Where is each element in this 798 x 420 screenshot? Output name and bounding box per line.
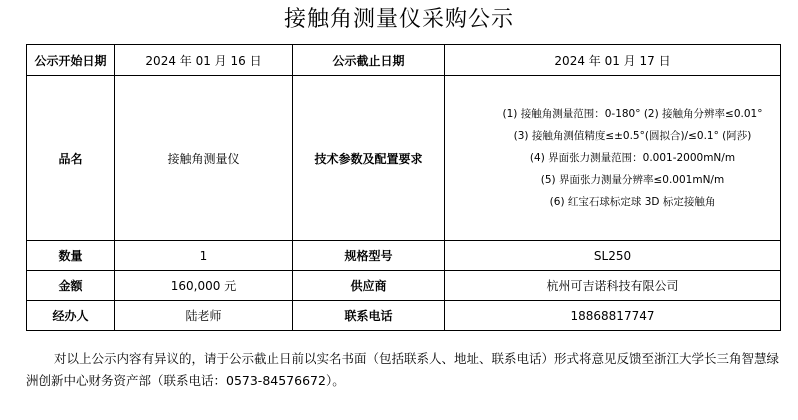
quantity-value: 1 [115,241,293,271]
table-row [27,241,781,271]
table-row [27,301,781,331]
spec-item: (1) 接触角测量范围：0-180° (2) 接触角分辨率≤0.01° [502,108,763,120]
spec-item: (5) 界面张力测量分辨率≤0.001mN/m [540,174,725,186]
quantity-label: 数量 [27,241,115,271]
table-row [27,45,781,76]
end-date-value: 2024 年 01 月 17 日 [445,45,781,76]
start-date-label: 公示开始日期 [27,45,115,76]
product-label: 品名 [27,76,115,241]
procurement-table [26,44,781,331]
product-value: 接触角测量仪 [115,76,293,241]
model-label: 规格型号 [293,241,445,271]
end-date-label: 公示截止日期 [293,45,445,76]
phone-label: 联系电话 [293,301,445,331]
amount-value: 160,000 元 [115,271,293,301]
specs-label: 技术参数及配置要求 [293,76,445,241]
handler-label: 经办人 [27,301,115,331]
amount-label: 金额 [27,271,115,301]
spec-item: (6) 红宝石球标定球 3D 标定接触角 [549,196,716,208]
spec-item: (3) 接触角测值精度≤±0.5°(圆拟合)/≤0.1° (阿莎) [513,130,752,142]
specs-list [485,105,780,211]
specs-cell [445,76,781,241]
start-date-value: 2024 年 01 月 16 日 [115,45,293,76]
objection-notice: 对以上公示内容有异议的，请于公示截止日前以实名书面（包括联系人、地址、联系电话）形式将意见反馈至浙江大学长三角智慧绿洲创新中心财务资产部（联系电话：0573-84576672）。 [26,351,780,388]
model-value: SL250 [445,241,781,271]
supplier-label: 供应商 [293,271,445,301]
handler-value: 陆老师 [115,301,293,331]
table-row [27,271,781,301]
spec-item: (4) 界面张力测量范围：0.001-2000mN/m [529,152,736,164]
phone-value: 18868817747 [445,301,781,331]
page-title: 接触角测量仪采购公示 [283,7,514,32]
table-row [27,76,781,241]
supplier-value: 杭州可吉诺科技有限公司 [445,271,781,301]
